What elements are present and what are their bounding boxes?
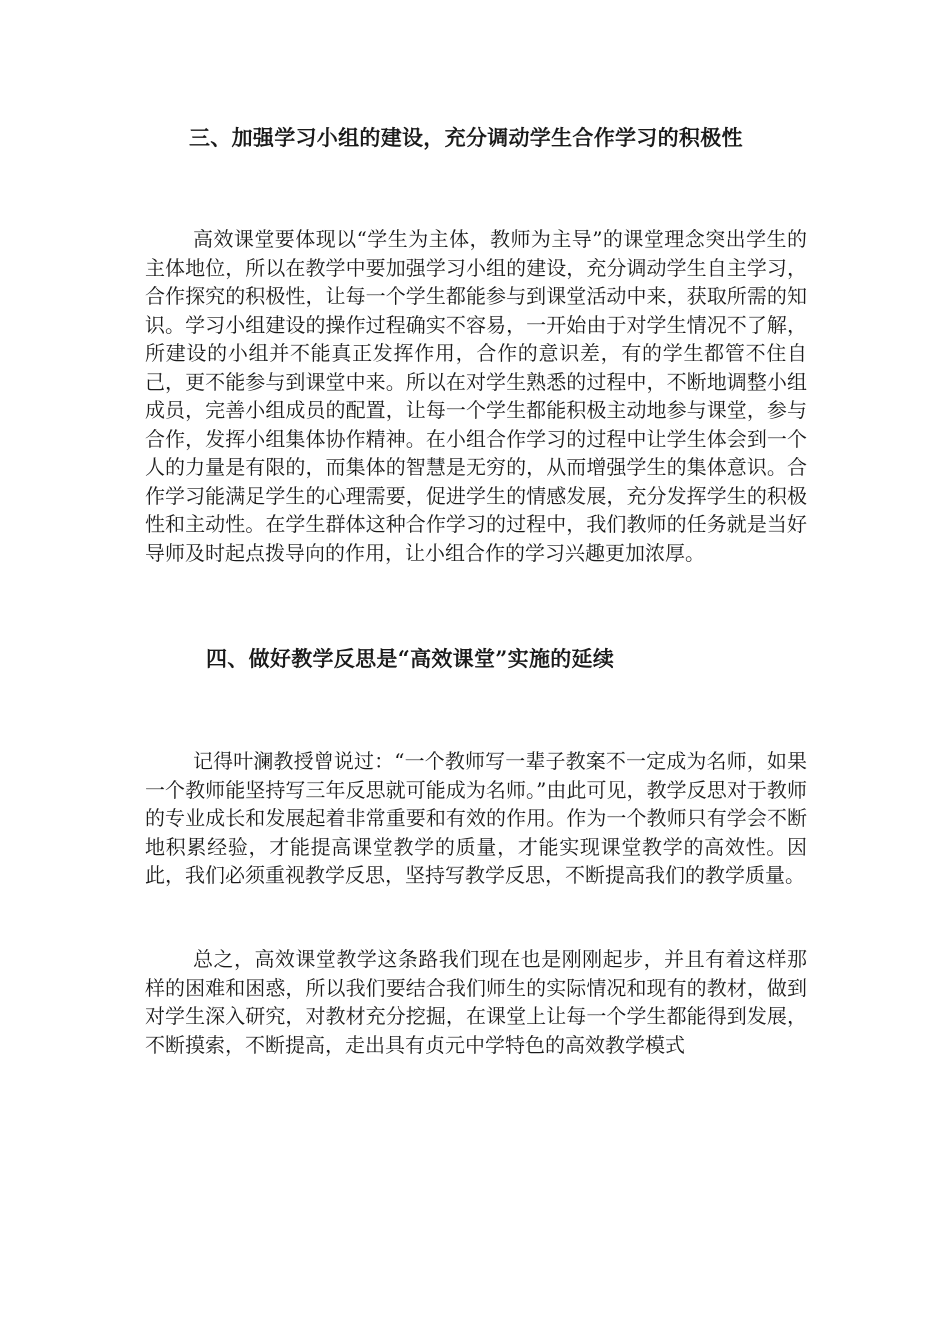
section-4-heading: 四、做好教学反思是“高效课堂”实施的延续 xyxy=(206,646,615,671)
conclusion-paragraph: 总之，高效课堂教学这条路我们现在也是刚刚起步，并且有着这样那样的困难和困惑，所以我们要结合我们师生的实际情况和现有的教材，做到对学生深入研究，对教材充分挖掘，在课堂上让每一个学生都能得到发展，不断摸索，不断提高，走出具有贞元中学特色的高效教学模式 xyxy=(145,947,807,1057)
section-3-heading: 三、加强学习小组的建设，充分调动学生合作学习的积极性 xyxy=(189,125,743,150)
section-3-paragraph: 高效课堂要体现以“学生为主体，教师为主导”的课堂理念突出学生的主体地位，所以在教学中要加强学习小组的建设，充分调动学生自主学习，合作探究的积极性，让每一个学生都能参与到课堂活动中来，获取所需的知识。学习小组建设的操作过程确实不容易，一开始由于对学生情况不了解，所建设的小组并不能真正发挥作用，合作的意识差，有的学生都管不住自己，更不能参与到课堂中来。所以在对学生熟悉的过程中，不断地调整小组成员，完善小组成员的配置，让每一个学生都能积极主动地参与课堂，参与合作，发挥小组集体协作精神。在小组合作学习的过程中让学生体会到一个人的力量是有限的，而集体的智慧是无穷的，从而增强学生的集体意识。合作学习能满足学生的心理需要，促进学生的情感发展，充分发挥学生的积极性和主动性。在学生群体这种合作学习的过程中，我们教师的任务就是当好导师及时起点拨导向的作用，让小组合作的学习兴趣更加浓厚。 xyxy=(145,227,807,565)
section-4-paragraph: 记得叶澜教授曾说过：“一个教师写一辈子教案不一定成为名师，如果一个教师能坚持写三年反思就可能成为名师。”由此可见，教学反思对于教师的专业成长和发展起着非常重要和有效的作用。作为一个教师只有学会不断地积累经验，才能提高课堂教学的质量，才能实现课堂教学的高效性。因此，我们必须重视教学反思，坚持写教学反思，不断提高我们的教学质量。 xyxy=(145,749,807,887)
